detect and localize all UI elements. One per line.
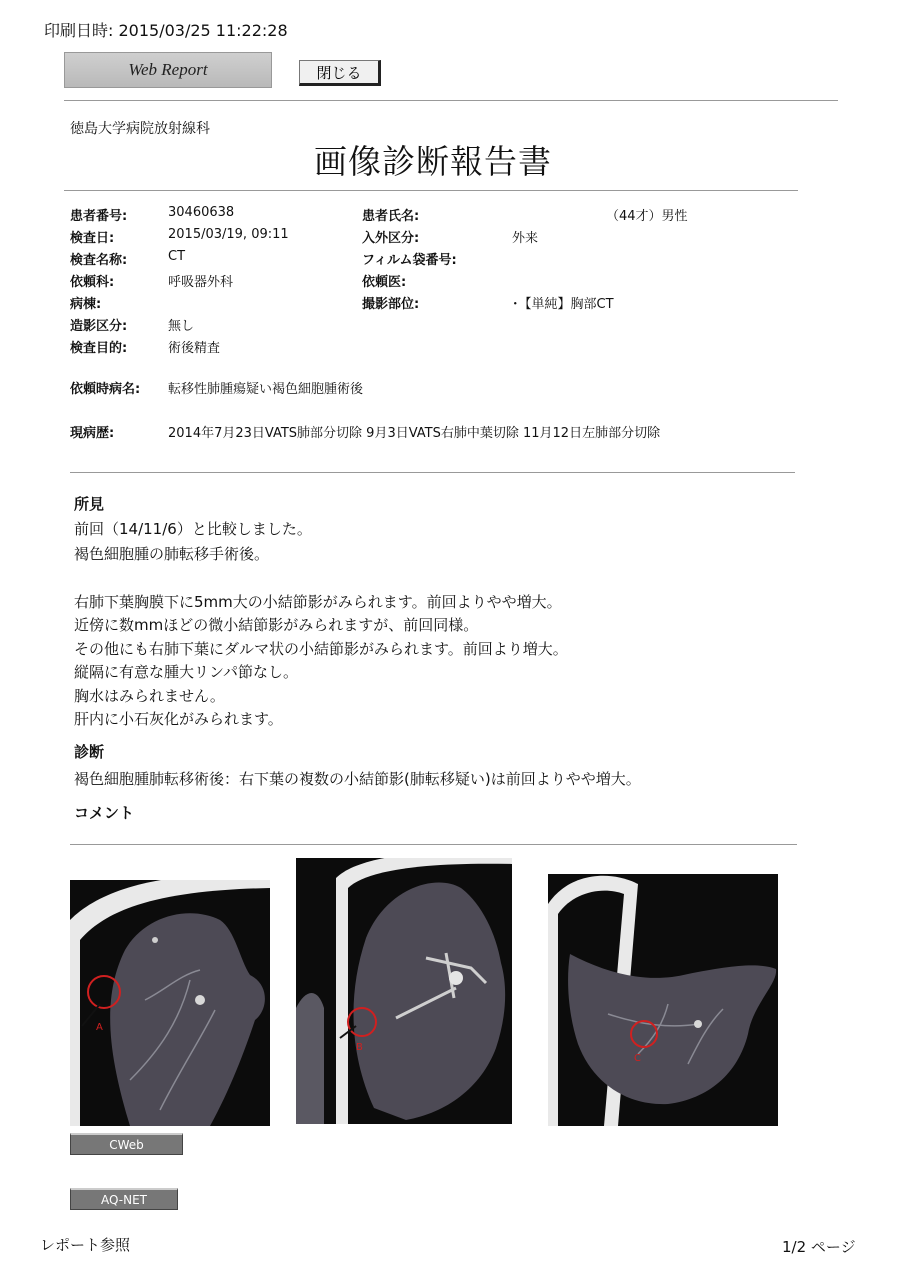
requesting-dept-value: 呼吸器外科 (168, 275, 234, 290)
requesting-doctor-label: 依頼医: (362, 275, 407, 290)
patient-id-value: 30460638 (168, 205, 235, 220)
cweb-button[interactable]: CWeb (70, 1133, 183, 1155)
department-name: 徳島大学病院放射線科 (70, 121, 210, 137)
marker-label-c: C (634, 1053, 641, 1064)
header-divider (64, 100, 838, 101)
page-indicator: 1/2 ページ (782, 1238, 856, 1256)
title-divider (64, 190, 798, 191)
contrast-label: 造影区分: (70, 319, 128, 334)
history-label: 現病歴: (70, 426, 115, 441)
exam-date-value: 2015/03/19, 09:11 (168, 227, 289, 242)
web-report-banner: Web Report (64, 52, 272, 88)
marker-label-a: A (96, 1022, 103, 1033)
disease-name-value: 転移性肺腫瘍疑い褐色細胞腫術後 (168, 382, 364, 397)
close-button[interactable]: 閉じる (299, 60, 381, 86)
print-date: 印刷日時: 2015/03/25 11:22:28 (44, 21, 288, 40)
finding-line: 縦隔に有意な腫大リンパ節なし。 (74, 663, 298, 681)
ct-image-c (548, 874, 778, 1126)
finding-line: 右肺下葉胸膜下に5mm大の小結節影がみられます。前回よりやや増大。 (74, 593, 562, 611)
body-part-label: 撮影部位: (362, 297, 420, 312)
finding-line: その他にも右肺下葉にダルマ状の小結節影がみられます。前回より増大。 (74, 640, 568, 658)
info-divider (70, 472, 795, 473)
inout-label: 入外区分: (362, 231, 420, 246)
exam-date-label: 検査日: (70, 231, 115, 246)
marker-label-b: B (356, 1042, 363, 1053)
inout-value: 外来 (512, 231, 539, 246)
disease-name-label: 依頼時病名: (70, 382, 141, 397)
exam-purpose-label: 検査目的: (70, 341, 128, 356)
exam-name-label: 検査名称: (70, 253, 128, 268)
finding-line: 前回（14/11/6）と比較しました。 (74, 520, 312, 538)
ward-label: 病棟: (70, 297, 102, 312)
report-reference-link[interactable]: レポート参照 (40, 1236, 131, 1254)
patient-age-sex-value: （44才）男性 (606, 209, 688, 224)
findings-title: 所見 (74, 495, 105, 513)
film-bag-label: フィルム袋番号: (362, 253, 457, 268)
report-title: 画像診断報告書 (314, 142, 552, 181)
finding-line: 褐色細胞腫の肺転移手術後。 (74, 545, 270, 563)
finding-line: 近傍に数mmほどの微小結節影がみられますが、前回同様。 (74, 616, 479, 634)
ct-image-a (70, 880, 270, 1126)
diagnosis-text: 褐色細胞腫肺転移術後：右下葉の複数の小結節影(肺転移疑い)は前回よりやや増大。 (74, 770, 641, 788)
comment-divider (70, 844, 797, 845)
comment-title: コメント (74, 804, 135, 822)
finding-line: 肝内に小石灰化がみられます。 (74, 710, 283, 728)
patient-name-label: 患者氏名: (362, 209, 420, 224)
body-part-value: ･【単純】胸部CT (512, 297, 614, 312)
finding-line: 胸水はみられません。 (74, 687, 225, 705)
ct-image-b (296, 858, 512, 1124)
diagnosis-title: 診断 (74, 743, 105, 761)
history-value: 2014年7月23日VATS肺部分切除 9月3日VATS右肺中葉切除 11月12日左肺部分切除 (168, 426, 661, 441)
exam-name-value: CT (168, 249, 186, 264)
patient-id-label: 患者番号: (70, 209, 128, 224)
exam-purpose-value: 術後精査 (168, 341, 221, 356)
contrast-value: 無し (168, 319, 195, 334)
aqnet-button[interactable]: AQ-NET (70, 1188, 178, 1210)
requesting-dept-label: 依頼科: (70, 275, 115, 290)
